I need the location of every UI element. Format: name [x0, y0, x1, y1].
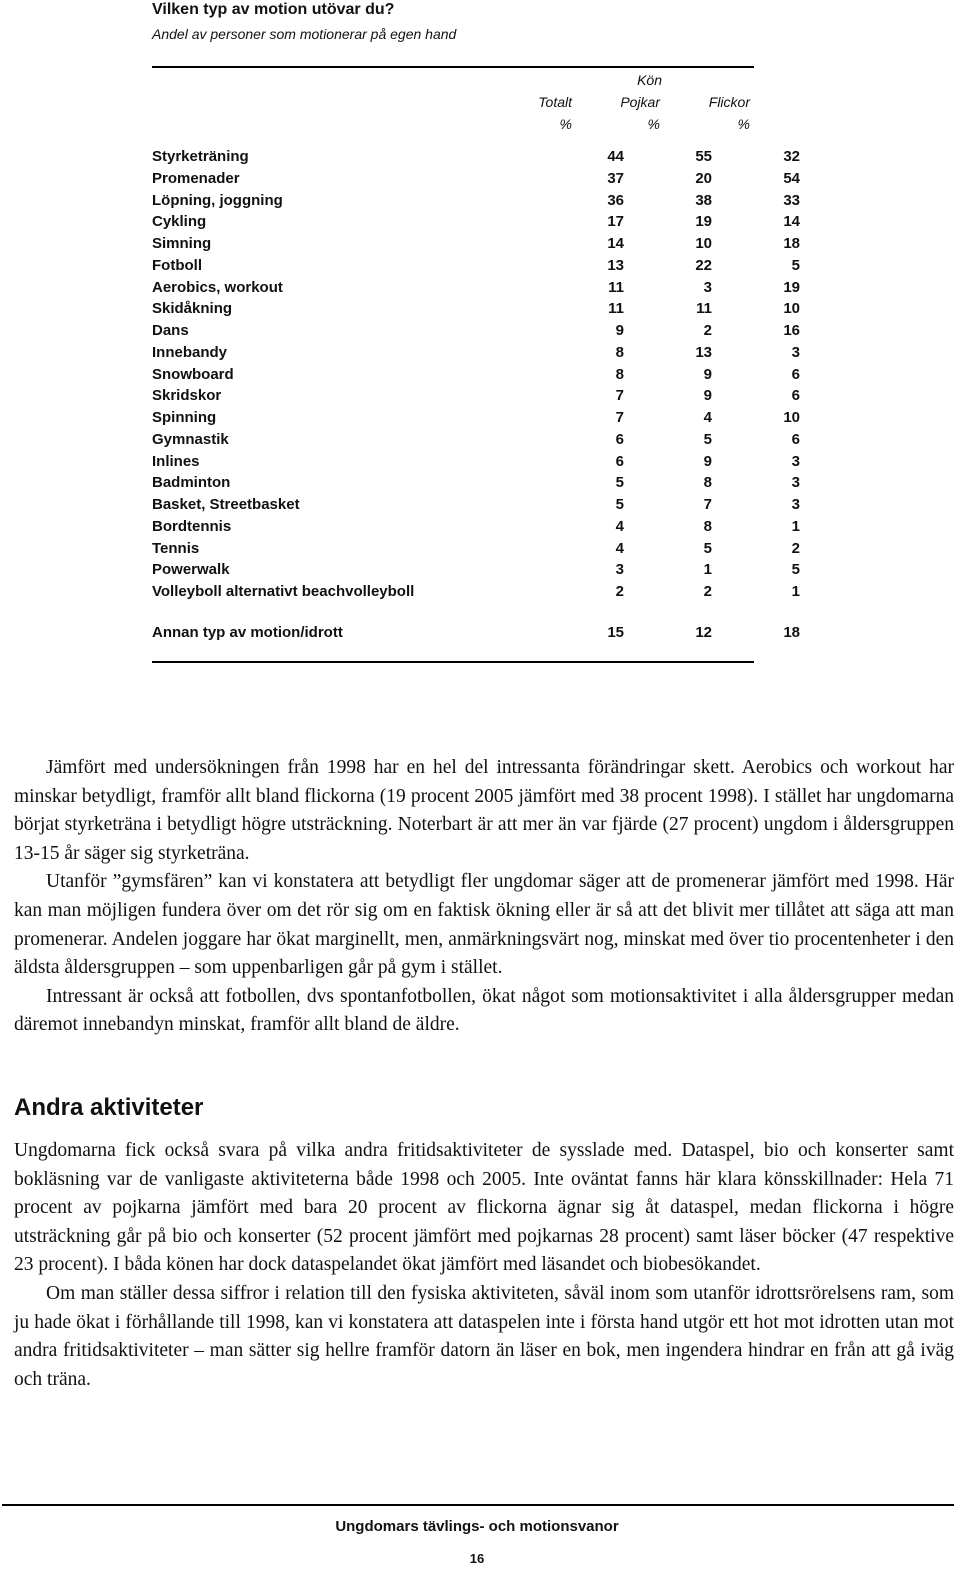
row-label: Gymnastik	[152, 430, 229, 448]
row-label: Promenader	[152, 169, 240, 187]
column-header-pojkar: Pojkar	[620, 94, 660, 110]
cell-totalt: 11	[608, 300, 624, 318]
cell-flickor: 6	[791, 430, 800, 448]
cell-flickor: 5	[791, 561, 800, 579]
cell-pojkar: 1	[703, 561, 712, 579]
paragraph: Om man ställer dessa siffror i relation till den fysiska aktiviteten, såväl inom som utanför idrottsrörelsens ram, som ju hade ökat i förhållande till 1998, kan vi konstatera att dataspelen inte i första hand utgör ett hot mot idrotten utan mot andra fritidsaktiviteter – man sätter sig hellre framför datorn än läser en bok, men ingendera hindrar en från att gå iväg och träna.	[14, 1282, 954, 1390]
row-label: Tennis	[152, 539, 200, 557]
cell-flickor: 18	[783, 235, 800, 252]
section-body-text	[14, 1137, 954, 1394]
cell-flickor: 54	[783, 169, 800, 187]
table-row	[152, 342, 800, 364]
cell-flickor: 3	[791, 474, 800, 492]
cell-totalt: 13	[607, 256, 624, 274]
cell-flickor: 16	[783, 322, 800, 339]
cell-pojkar: 9	[703, 365, 712, 383]
row-label: Skidåkning	[152, 300, 233, 318]
table-bottom-rule	[152, 661, 754, 663]
cell-pojkar: 20	[695, 169, 712, 187]
cell-totalt: 7	[615, 387, 624, 405]
cell-pojkar: 13	[695, 343, 712, 361]
cell-totalt: 9	[615, 322, 624, 339]
table-row	[152, 146, 800, 168]
cell-pojkar: 22	[695, 256, 712, 274]
row-label: Aerobics, workout	[152, 278, 283, 296]
cell-totalt: 3	[615, 561, 624, 579]
table-row	[152, 429, 800, 451]
unit-flickor: %	[737, 116, 750, 132]
paragraph: Utanför ”gymsfären” kan vi konstatera att betydligt fler ungdomar säger att de promenerar jämfört med 1998. Här kan man möjligen fundera över om det rör sig om en faktisk ökning eller är så att det blivit mer tillåtet att säga att man promenerar. Andelen joggare har ökat marginellt, men, anmärkningsvärt nog, minskat med över tio procentenheter i den äldsta åldersgruppen – som uppenbarligen går på gym i stället.	[14, 871, 954, 979]
cell-totalt: 37	[607, 169, 624, 187]
cell-totalt: 11	[608, 278, 624, 296]
cell-totalt: 4	[615, 517, 624, 535]
unit-totalt: %	[559, 116, 572, 132]
row-label: Snowboard	[152, 365, 234, 383]
row-label: Cykling	[152, 213, 207, 231]
table-row	[152, 211, 800, 233]
cell-flickor: 5	[791, 256, 800, 274]
row-label: Fotboll	[152, 256, 202, 274]
cell-pojkar: 5	[703, 430, 712, 448]
cell-flickor: 1	[791, 583, 800, 600]
cell-totalt: 14	[607, 235, 624, 252]
row-label: Bordtennis	[152, 517, 232, 535]
cell-totalt: 44	[607, 148, 624, 165]
cell-pojkar: 8	[703, 517, 712, 535]
row-label: Innebandy	[152, 343, 228, 361]
cell-pojkar: 4	[703, 409, 712, 426]
table-row	[152, 472, 800, 494]
cell-pojkar: 9	[703, 452, 712, 470]
table-top-rule	[152, 66, 754, 68]
table-body	[152, 146, 800, 603]
cell-flickor: 33	[783, 191, 800, 209]
cell-pojkar: 5	[703, 539, 712, 557]
table-row	[152, 494, 800, 516]
cell-totalt: 2	[615, 583, 624, 600]
table-row	[152, 190, 800, 212]
row-label: Badminton	[152, 474, 231, 492]
row-label: Spinning	[152, 409, 217, 426]
row-label: Inlines	[152, 452, 200, 470]
cell-totalt: 8	[615, 343, 624, 361]
cell-flickor: 19	[783, 278, 800, 296]
column-header-totalt: Totalt	[538, 94, 572, 110]
cell-pojkar: 55	[695, 148, 712, 165]
unit-pojkar: %	[647, 116, 660, 132]
cell-totalt: 36	[607, 191, 624, 209]
table-row	[152, 277, 800, 299]
table-row	[152, 298, 800, 320]
table-row	[152, 581, 800, 603]
cell-flickor: 3	[791, 452, 800, 470]
cell-pojkar: 10	[695, 235, 712, 252]
row-label: Dans	[152, 322, 189, 339]
paragraph: Intressant är också att fotbollen, dvs spontanfotbollen, ökat något som motionsaktivitet i alla åldersgrupper medan däremot innebandyn minskat, framför allt bland de äldre.	[14, 985, 954, 1036]
cell-pojkar: 8	[703, 474, 712, 492]
cell-flickor: 3	[791, 496, 800, 513]
paragraph: Jämfört med undersökningen från 1998 har en hel del intressanta förändringar skett. Aerobics och workout har minskar betydligt, framför allt bland flickorna (19 procent 2005 jämfört med 38 procent 1998). I stället har ungdomarna börjat styrketräna i betydligt högre utsträckning. Noterbart är att mer än var fjärde (27 procent) ungdom i åldersgruppen 13-15 år säger sig styrketräna.	[14, 757, 954, 864]
cell-pojkar: 7	[703, 496, 712, 513]
table-row	[152, 385, 800, 407]
table-row	[152, 320, 800, 342]
table-subtitle: Andel av personer som motionerar på egen hand	[152, 26, 457, 42]
table-row	[152, 168, 800, 190]
cell-totalt: 4	[615, 539, 624, 557]
row-label: Powerwalk	[152, 561, 230, 579]
page-number: 16	[469, 1551, 485, 1566]
table-row	[152, 407, 800, 429]
table-row	[152, 233, 800, 255]
row-label: Styrketräning	[152, 148, 249, 165]
row-label: Simning	[152, 235, 212, 252]
table-row	[152, 451, 800, 473]
row-label: Löpning, joggning	[152, 191, 283, 209]
cell-totalt: 6	[615, 452, 624, 470]
cell-pojkar: 3	[703, 278, 712, 296]
section-heading: Andra aktiviteter	[14, 1094, 204, 1121]
cell-pojkar: 2	[703, 322, 712, 339]
gender-group-header: Kön	[637, 72, 662, 88]
table-title: Vilken typ av motion utövar du?	[152, 1, 395, 18]
cell-flickor: 10	[783, 409, 800, 426]
cell-pojkar: 11	[696, 300, 712, 318]
cell-flickor: 3	[791, 343, 800, 361]
cell-pojkar: 19	[695, 213, 712, 231]
row-label: Skridskor	[152, 387, 222, 405]
cell-flickor: 6	[791, 365, 800, 383]
body-text	[14, 754, 954, 1040]
cell-pojkar: 12	[695, 624, 712, 641]
paragraph: Ungdomarna fick också svara på vilka andra fritidsaktiviteter de sysslade med. Dataspel, bio och konserter samt bokläsning var de vanligaste aktiviteterna både 1998 och 2005. Inte oväntat fanns här klara könsskillnader: Hela 71 procent av pojkarna jämfört med bara 20 procent av flickorna ägnar sig åt dataspel, medan flickorna i högre utsträckning går på bio och konserter (52 procent jämfört med pojkarnas 28 procent) samt läser böcker (47 respektive 23 procent). I båda könen har dock dataspelandet ökat jämfört med läsandet och biobesökandet.	[14, 1140, 954, 1276]
table-row	[152, 538, 800, 560]
table-row	[152, 255, 800, 277]
row-label: Basket, Streetbasket	[152, 496, 300, 513]
cell-pojkar: 9	[703, 387, 712, 405]
cell-totalt: 5	[615, 496, 624, 513]
table-row	[152, 516, 800, 538]
cell-pojkar: 38	[695, 191, 712, 209]
cell-pojkar: 2	[703, 583, 712, 600]
row-label: Annan typ av motion/idrott	[152, 624, 343, 641]
cell-totalt: 6	[615, 430, 624, 448]
cell-flickor: 6	[791, 387, 800, 405]
cell-flickor: 14	[783, 213, 800, 231]
cell-totalt: 7	[615, 409, 624, 426]
footer-rule	[2, 1504, 954, 1506]
cell-totalt: 15	[607, 624, 624, 641]
cell-flickor: 2	[791, 539, 800, 557]
cell-flickor: 1	[791, 517, 800, 535]
footer-title: Ungdomars tävlings- och motionsvanor	[335, 1518, 619, 1535]
cell-totalt: 17	[607, 213, 624, 231]
table-row	[152, 559, 800, 581]
column-header-flickor: Flickor	[708, 94, 750, 110]
table-row	[152, 364, 800, 386]
cell-totalt: 5	[615, 474, 624, 492]
row-label: Volleyboll alternativt beachvolleyboll	[152, 583, 415, 600]
table-row-other	[152, 624, 800, 646]
cell-flickor: 18	[783, 624, 800, 641]
cell-totalt: 8	[615, 365, 624, 383]
cell-flickor: 32	[783, 148, 800, 165]
cell-flickor: 10	[783, 300, 800, 318]
